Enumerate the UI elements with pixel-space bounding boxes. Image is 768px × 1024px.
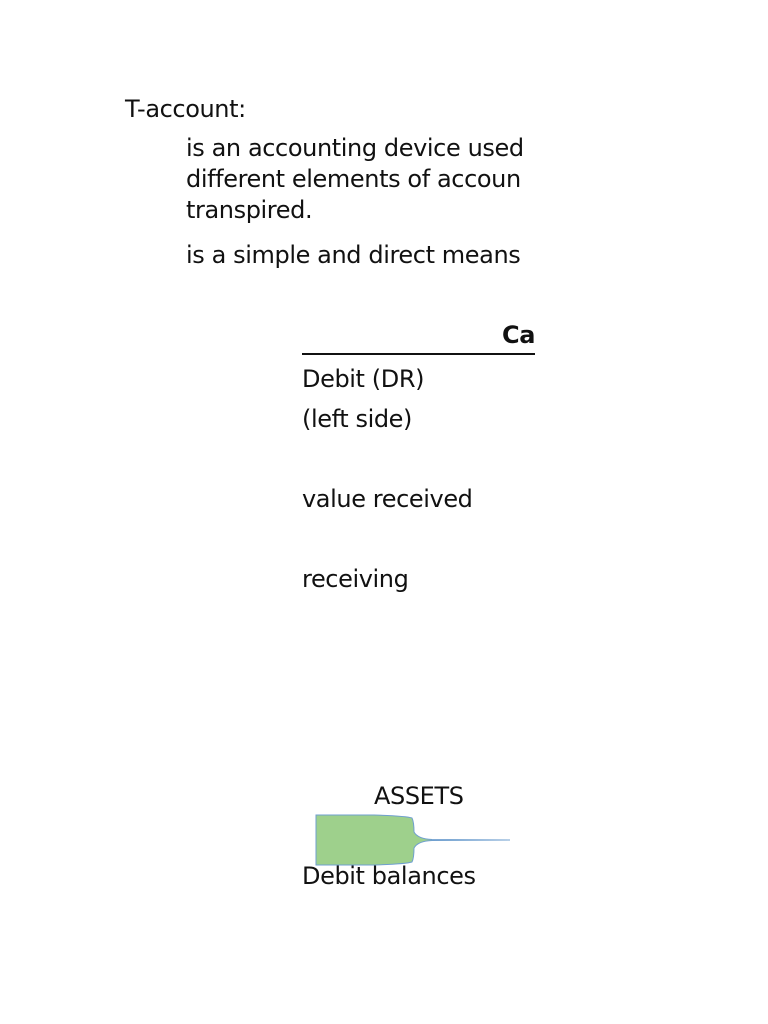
- section-title: T-account:: [125, 95, 246, 123]
- debit-label: Debit (DR): [302, 365, 425, 393]
- arrow-shape-icon: [314, 812, 514, 868]
- bullet-definition-device: [186, 133, 538, 226]
- t-account-top-rule: [302, 353, 535, 355]
- bullet-definition-means: is a simple and direct means: [186, 241, 521, 269]
- debit-side-label: (left side): [302, 405, 412, 433]
- assets-label: ASSETS: [374, 782, 464, 810]
- bullet-line: different elements of accoun: [186, 165, 521, 193]
- receiving-label: receiving: [302, 565, 409, 593]
- t-account-header: [302, 318, 535, 354]
- value-received-label: value received: [302, 485, 473, 513]
- bullet-line: transpired.: [186, 196, 313, 224]
- bullet-line: is an accounting device used: [186, 134, 524, 162]
- debit-balances-label: Debit balances: [302, 862, 476, 890]
- t-account-name: Ca: [501, 321, 535, 349]
- arrow-shape-fill: [316, 815, 510, 865]
